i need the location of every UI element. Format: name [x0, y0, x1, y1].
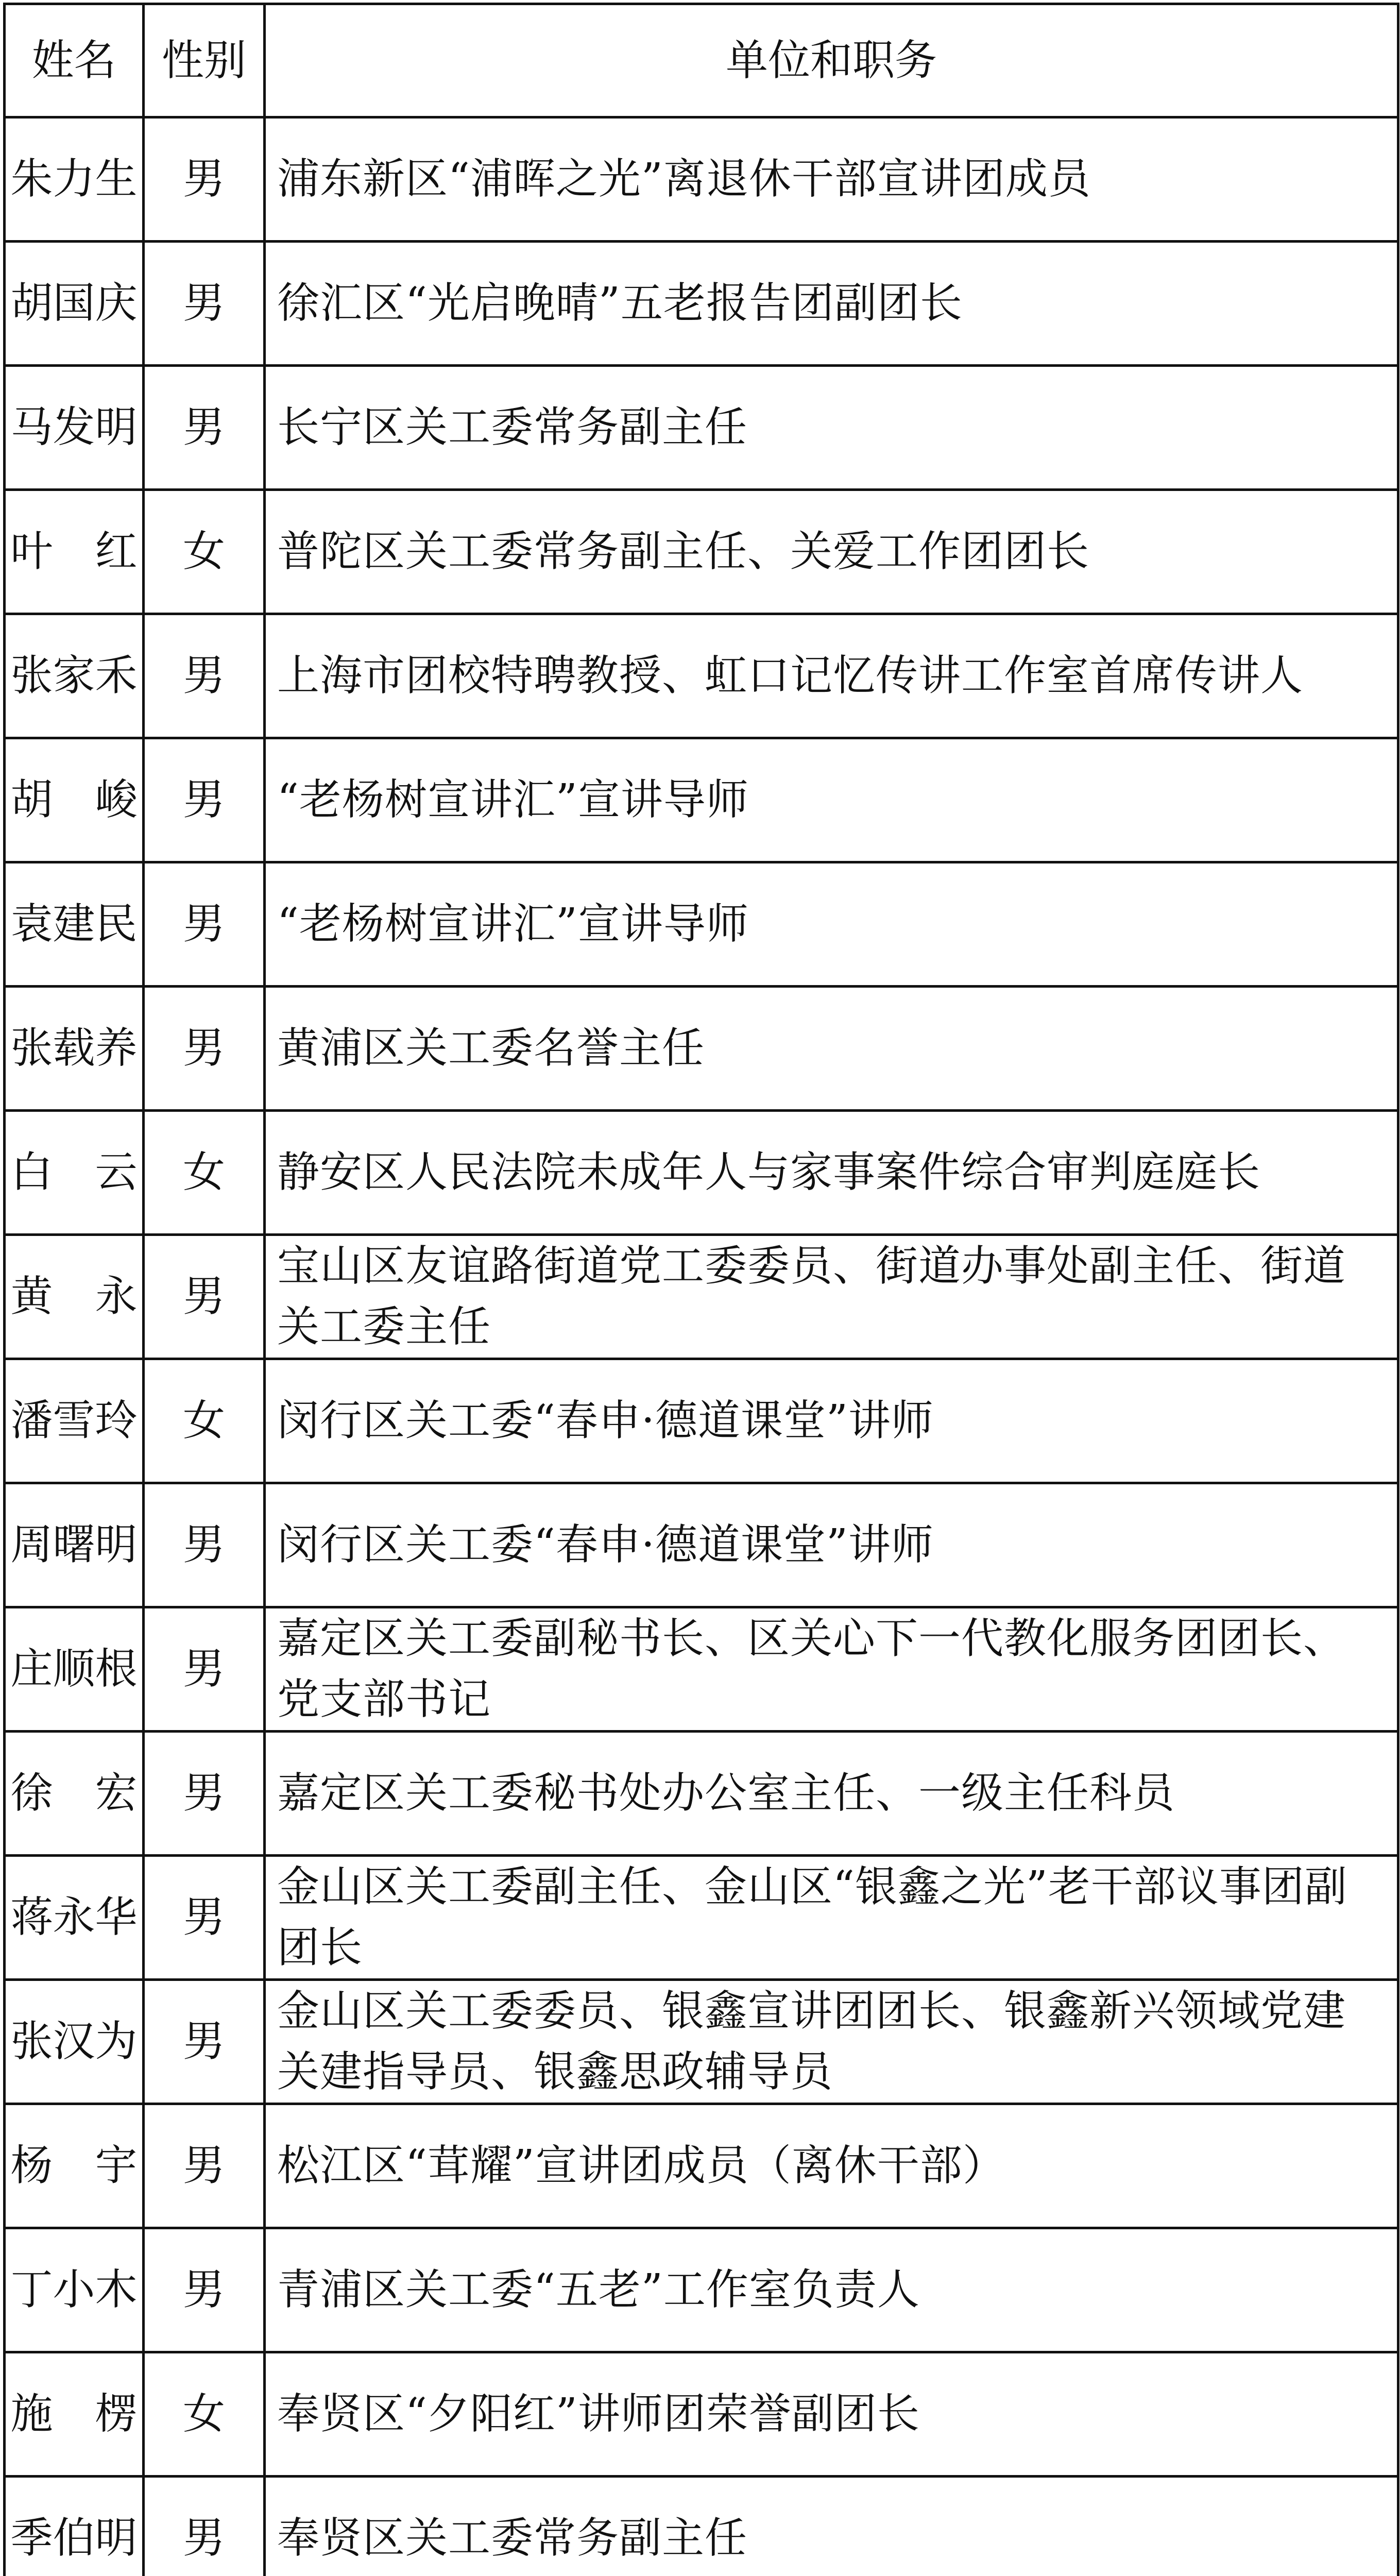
row-gender: 女	[144, 2352, 265, 2477]
row-gender: 男	[144, 738, 265, 862]
row-unit: 闵行区关工委“春申·德道课堂”讲师	[265, 1483, 1398, 1607]
table-row	[5, 242, 1398, 366]
row-unit: 奉贤区“夕阳红”讲师团荣誉副团长	[265, 2352, 1398, 2477]
row-name: 庄顺根	[5, 1607, 144, 1732]
row-unit: 奉贤区关工委常务副主任	[265, 2477, 1398, 2576]
row-gender: 女	[144, 490, 265, 614]
row-gender: 男	[144, 1732, 265, 1856]
table-row	[5, 490, 1398, 614]
row-gender: 男	[144, 862, 265, 987]
row-gender: 男	[144, 987, 265, 1111]
row-name: 张载养	[5, 987, 144, 1111]
table-row	[5, 1607, 1398, 1732]
row-gender: 男	[144, 614, 265, 738]
row-unit: 静安区人民法院未成年人与家事案件综合审判庭庭长	[265, 1111, 1398, 1235]
row-name: 蒋永华	[5, 1856, 144, 1980]
roster-table	[3, 3, 1399, 2576]
table-row	[5, 1111, 1398, 1235]
row-unit: 金山区关工委委员、银鑫宣讲团团长、银鑫新兴领域党建关建指导员、银鑫思政辅导员	[265, 1980, 1398, 2104]
row-unit: 嘉定区关工委副秘书长、区关心下一代教化服务团团长、党支部书记	[265, 1607, 1398, 1732]
row-unit: 上海市团校特聘教授、虹口记忆传讲工作室首席传讲人	[265, 614, 1398, 738]
row-unit: 金山区关工委副主任、金山区“银鑫之光”老干部议事团副团长	[265, 1856, 1398, 1980]
row-unit: 徐汇区“光启晚晴”五老报告团副团长	[265, 242, 1398, 366]
table-row	[5, 738, 1398, 862]
table-row	[5, 2228, 1398, 2352]
table-row	[5, 117, 1398, 242]
row-name: 张汉为	[5, 1980, 144, 2104]
row-name: 张家禾	[5, 614, 144, 738]
row-name: 袁建民	[5, 862, 144, 987]
row-name: 施 楞	[5, 2352, 144, 2477]
table-row	[5, 1483, 1398, 1607]
row-gender: 女	[144, 1359, 265, 1483]
row-unit: 嘉定区关工委秘书处办公室主任、一级主任科员	[265, 1732, 1398, 1856]
row-gender: 男	[144, 2477, 265, 2576]
row-gender: 男	[144, 366, 265, 490]
table-row	[5, 614, 1398, 738]
row-name: 黄 永	[5, 1235, 144, 1359]
table-row	[5, 1980, 1398, 2104]
row-gender: 女	[144, 1111, 265, 1235]
table-row	[5, 2352, 1398, 2477]
row-name: 徐 宏	[5, 1732, 144, 1856]
row-name: 丁小木	[5, 2228, 144, 2352]
row-gender: 男	[144, 242, 265, 366]
table-row	[5, 1856, 1398, 1980]
row-gender: 男	[144, 1856, 265, 1980]
row-gender: 男	[144, 117, 265, 242]
row-gender: 男	[144, 1980, 265, 2104]
row-unit: 闵行区关工委“春申·德道课堂”讲师	[265, 1359, 1398, 1483]
table-row	[5, 1359, 1398, 1483]
row-name: 周曙明	[5, 1483, 144, 1607]
row-name: 马发明	[5, 366, 144, 490]
table-row	[5, 1732, 1398, 1856]
row-gender: 男	[144, 1483, 265, 1607]
row-name: 潘雪玲	[5, 1359, 144, 1483]
row-unit: “老杨树宣讲汇”宣讲导师	[265, 862, 1398, 987]
header-unit: 单位和职务	[265, 4, 1398, 117]
row-unit: 宝山区友谊路街道党工委委员、街道办事处副主任、街道关工委主任	[265, 1235, 1398, 1359]
row-unit: 长宁区关工委常务副主任	[265, 366, 1398, 490]
row-unit: 黄浦区关工委名誉主任	[265, 987, 1398, 1111]
row-gender: 男	[144, 1607, 265, 1732]
row-name: 胡 峻	[5, 738, 144, 862]
table-row	[5, 987, 1398, 1111]
row-name: 白 云	[5, 1111, 144, 1235]
table-row	[5, 366, 1398, 490]
row-unit: 青浦区关工委“五老”工作室负责人	[265, 2228, 1398, 2352]
row-name: 朱力生	[5, 117, 144, 242]
row-gender: 男	[144, 2104, 265, 2228]
table-row	[5, 2104, 1398, 2228]
header-gender: 性别	[144, 4, 265, 117]
row-unit: 普陀区关工委常务副主任、关爱工作团团长	[265, 490, 1398, 614]
row-unit: “老杨树宣讲汇”宣讲导师	[265, 738, 1398, 862]
row-gender: 男	[144, 2228, 265, 2352]
table-row	[5, 2477, 1398, 2576]
row-unit: 浦东新区“浦晖之光”离退休干部宣讲团成员	[265, 117, 1398, 242]
row-gender: 男	[144, 1235, 265, 1359]
header-name: 姓名	[5, 4, 144, 117]
row-name: 季伯明	[5, 2477, 144, 2576]
row-name: 胡国庆	[5, 242, 144, 366]
header-row	[5, 4, 1398, 117]
row-unit: 松江区“茸耀”宣讲团成员（离休干部）	[265, 2104, 1398, 2228]
table-row	[5, 862, 1398, 987]
row-name: 杨 宇	[5, 2104, 144, 2228]
row-name: 叶 红	[5, 490, 144, 614]
table-row	[5, 1235, 1398, 1359]
